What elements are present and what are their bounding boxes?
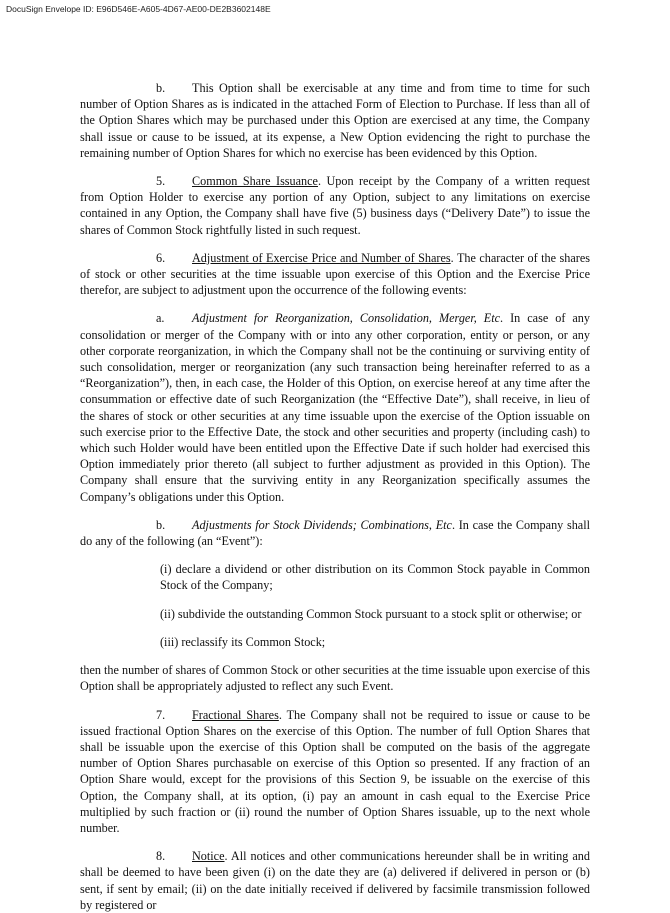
subsection-title: Adjustments for Stock Dividends; Combinations, Etc [192,517,452,532]
section-6b [80,517,590,549]
paragraph-text: This Option shall be exercisable at any time and from time to time for such number of Option Shares as is indicated in the attached Form of Election to Purchase. If less than all of the Option Shares which may be purchased under this Option are exercised at any time, the Company shall issue or cause to be issued, at its expense, a New Option evidencing the right to purchase the remaining number of Option Shares for which no exercise has been evidenced by this Option. [80,81,590,160]
list-item-ii: (ii) subdivide the outstanding Common Stock pursuant to a stock split or otherwise; or [160,606,582,621]
section-text: . The character of the shares of stock or other securities at the time issuable upon exercise of this Option and the Exercise Price therefor, are subject to adjustment upon the occurrence of the following events: [80,250,591,298]
section-text: . Upon receipt by the Company of a written request from Option Holder to exercise any portion of any Option, subject to any limitations on exercise contained in any Option, the Company shall have five (5) business days (“Delivery Date”) to issue the shares of Common Stock rightfully listed in such request. [80,174,590,237]
section-7 [80,707,590,837]
section-title: Adjustment of Exercise Price and Number of Shares [192,250,451,265]
section-5 [80,173,590,238]
subsection-title: Adjustment for Reorganization, Consolidation, Merger, Etc [192,311,501,326]
section-6 [80,250,590,299]
paragraph-b-option-exercise [80,80,590,161]
section-title: Fractional Shares [192,707,279,722]
section-number: 8. [156,849,166,864]
docusign-envelope-id: DocuSign Envelope ID: E96D546E-A605-4D67-AE00-DE2B3602148E [6,4,271,14]
section-number: 6. [156,250,166,265]
paragraph-then: then the number of shares of Common Stock or other securities at the time issuable upon exercise of this Option shall be appropriately adjusted to reflect any such Event. [80,663,590,694]
subsection-text: . In case of any consolidation or merger of the Company with or into any other corporation, entity or person, or any other corporate reorganization, in which the Company shall not be the continuing or surviving entity of such consolidation, merger or reorganization (any such transaction being hereinafter referred to as a “Reorganization”), then, in each case, the Holder of this Option, on exercise hereof at any time after the consummation or effective date of such Reorganization (the “Effective Date”), shall receive, in lieu of the shares of stock or other securities at any time issuable upon the exercise of the Option issuable on such exercise prior to the Effective Date, the stock and other securities and property (including cash) to which such Holder would have been entitled upon the Effective Date if such holder had exercised this Option immediately prior thereto (all subject to further adjustment as provided in this Option). The Company shall ensure that the surviving entity in any Reorganization specifically assumes the Company’s obligations under this Option. [80,311,590,504]
section-title: Notice [192,849,225,864]
document-page [80,80,590,913]
subsection-label: a. [156,311,165,326]
subsection-text: . In case the Company shall do any of the following (an “Event”): [80,517,590,549]
section-6a [80,310,590,504]
section-text: . The Company shall not be required to issue or cause to be issued fractional Option Shares on the exercise of this Option. The number of full Option Shares that shall be issuable upon the exercise of this Option shall be computed on the basis of the aggregate number of Option Shares purchasable on exercise of this Option so presented. If any fraction of an Option Share would, except for the provisions of this Section 9, be issuable on the exercise of this Option, the Company shall, at its option, (i) pay an amount in cash equal to the Exercise Price multiplied by such fraction or (ii) round the number of Option Shares issuable, up to the next whole number. [80,707,590,835]
paragraph-label: b. [156,81,166,95]
section-8 [80,848,590,913]
subsection-label: b. [156,517,166,532]
list-item-i: (i) declare a dividend or other distribution on its Common Stock payable in Common Stock of the Company; [160,562,590,593]
section-number: 5. [156,174,166,189]
section-title: Common Share Issuance [192,174,318,189]
list-item-iii: (iii) reclassify its Common Stock; [160,634,326,649]
section-text: . All notices and other communications hereunder shall be in writing and shall be deemed to have been given (i) on the date they are (a) delivered if delivered in person or (b) sent, if sent by email; (ii) on the date initially received if delivered by facsimile transmission followed by registered or [80,849,590,912]
section-number: 7. [156,707,166,722]
